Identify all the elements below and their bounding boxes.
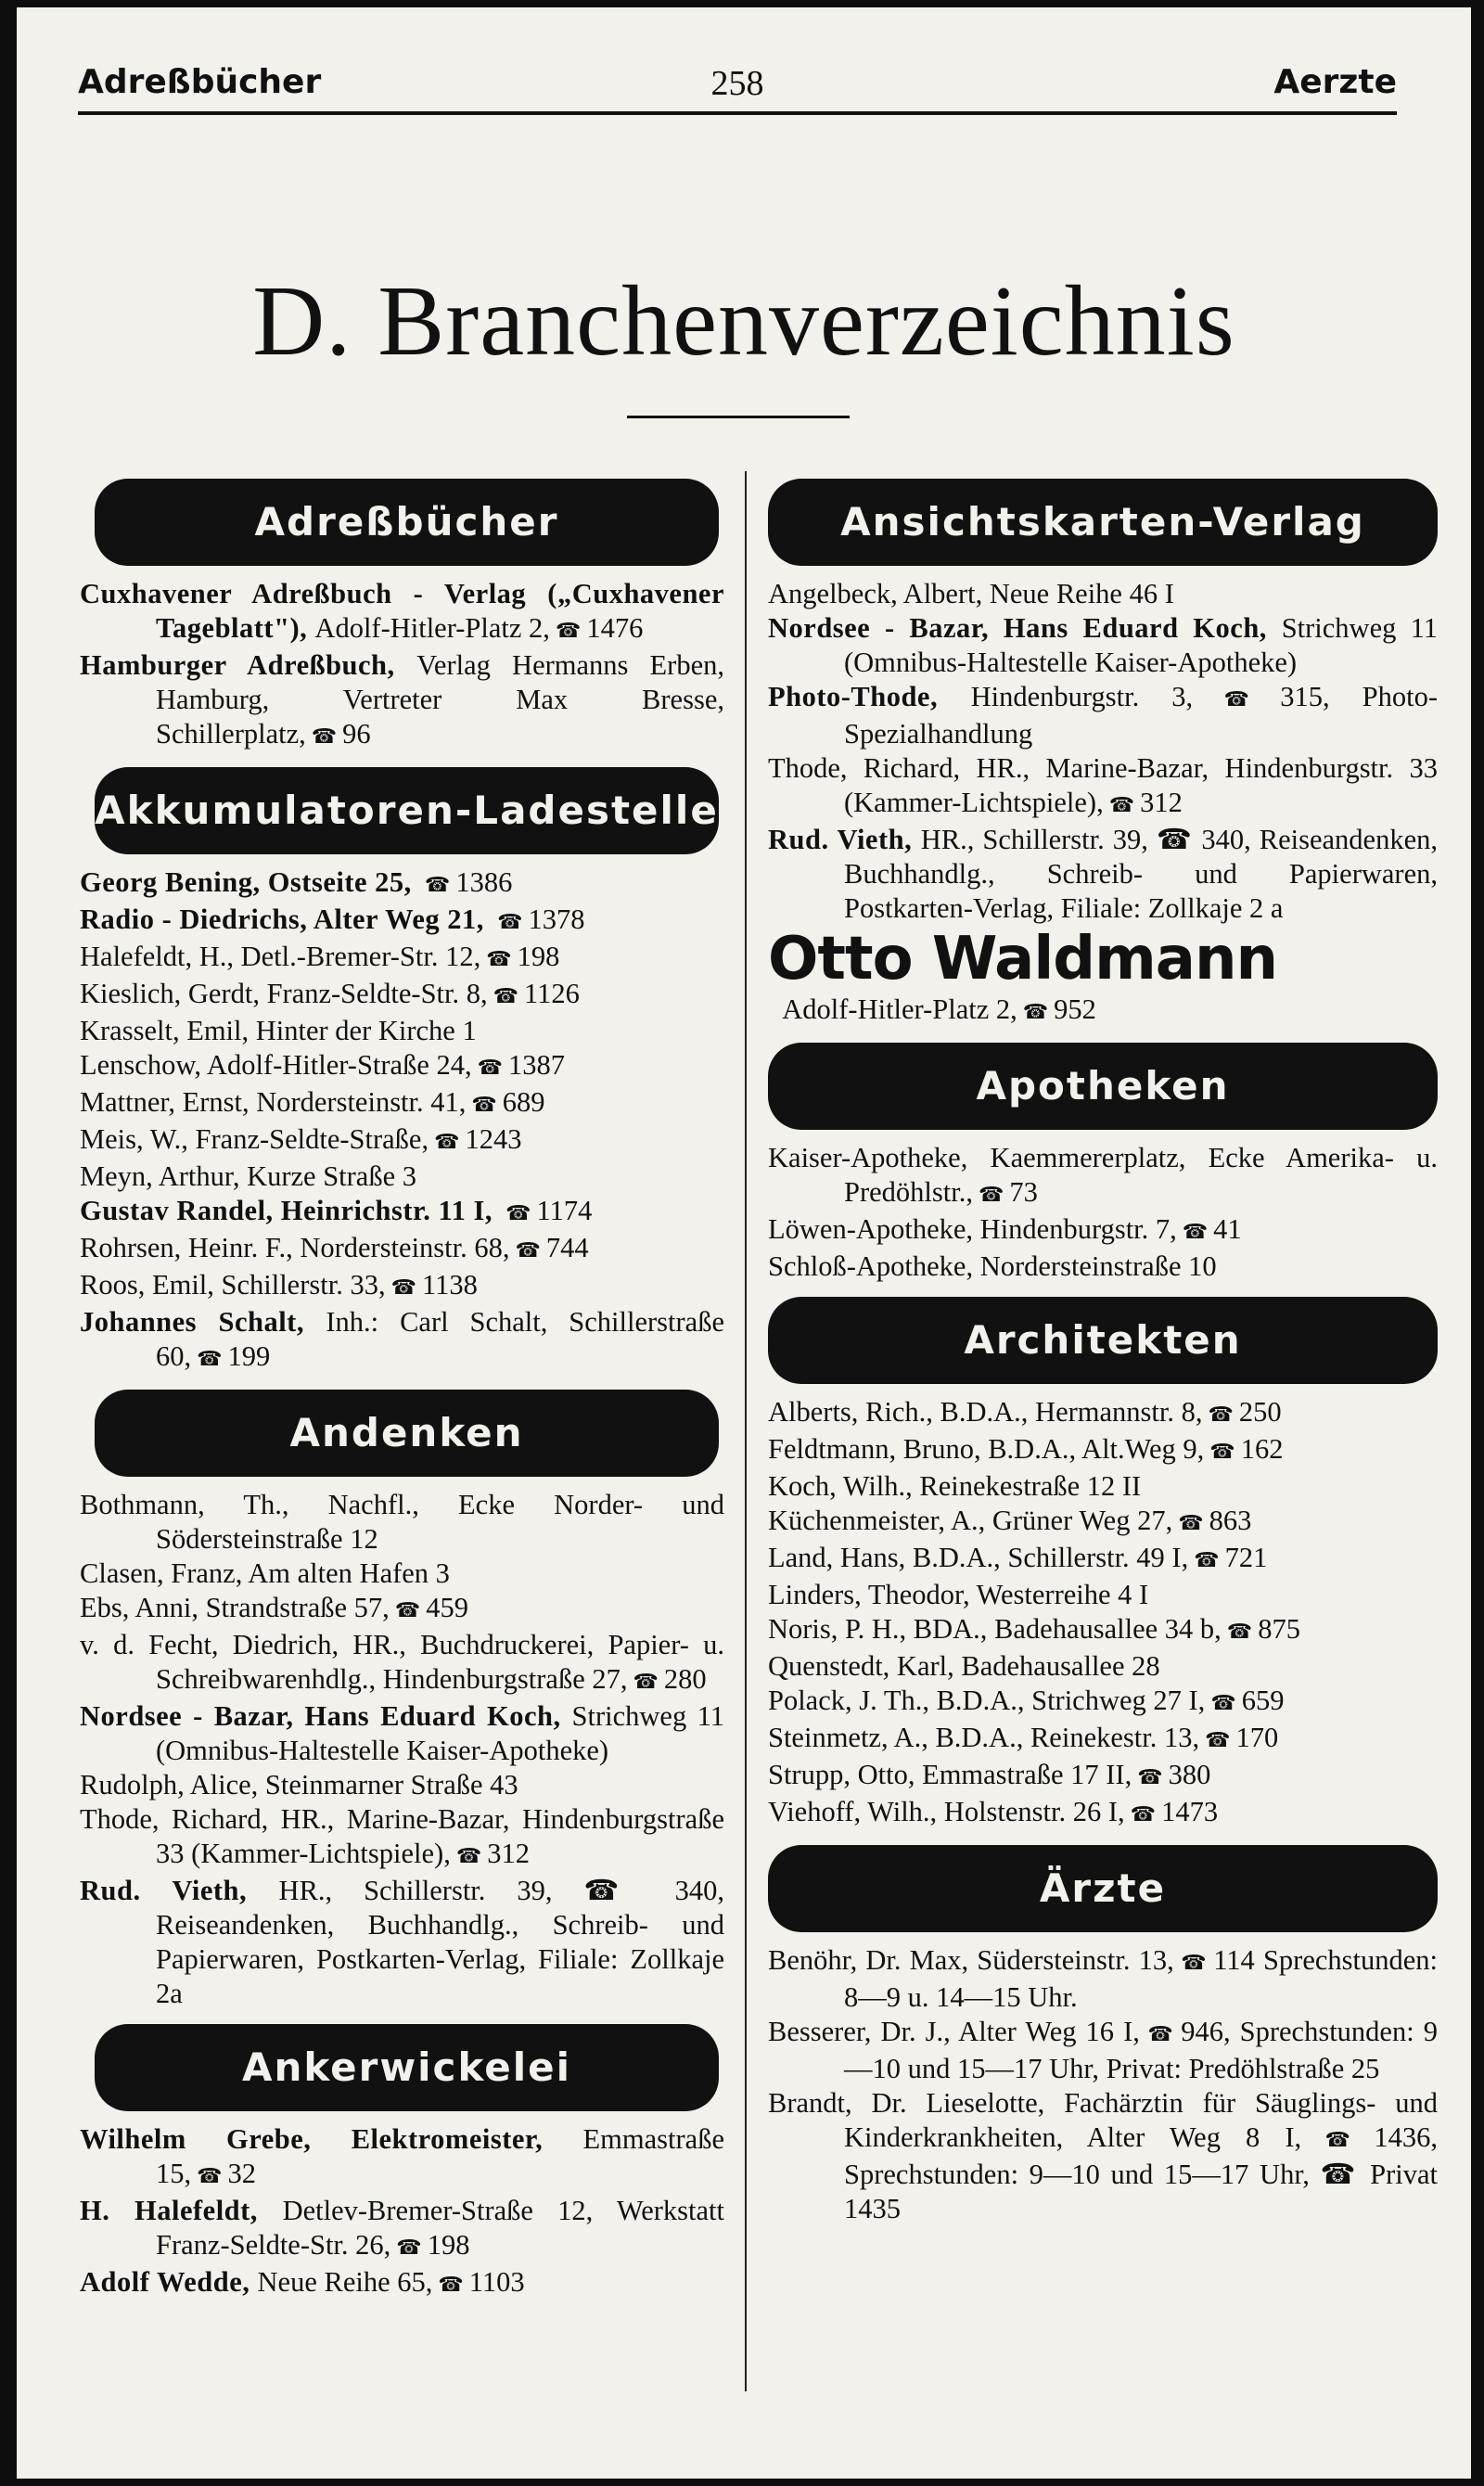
section-spacer <box>80 754 724 767</box>
entry-text: Neue Reihe 65, <box>257 2266 433 2298</box>
list-item <box>80 1591 724 1628</box>
entry-text: HR., Schillerstr. 39, ☎ 340, Reiseandenken, Buchhandlg., Schreib- und Papierwaren, Postkarten-Verlag, Filiale: Zollkaje 2a <box>156 1875 724 2009</box>
list-item <box>768 1578 1438 1612</box>
telephone-hand-icon: ☎ <box>1179 1952 1209 1975</box>
list-item <box>80 977 724 1014</box>
section-spacer <box>80 2302 724 2315</box>
entry-phone: 1476 <box>586 612 644 644</box>
entry-text: Emmastraße 15, <box>156 2123 724 2189</box>
right-column <box>768 479 1438 2239</box>
entry-text: Kieslich, Gerdt, Franz-Seldte-Str. 8, <box>80 978 488 1009</box>
section-heading: Ansichtskarten-Verlag <box>768 479 1438 566</box>
telephone-hand-icon: ☎ <box>1209 1441 1235 1464</box>
telephone-hand-icon: ☎ <box>1178 1512 1204 1535</box>
directory-page <box>17 7 1471 2479</box>
list-item <box>80 1085 724 1122</box>
telephone-hand-icon: ☎ <box>1145 2023 1176 2046</box>
telephone-hand-icon: ☎ <box>396 2236 422 2260</box>
telephone-hand-icon: ☎ <box>197 2165 223 2188</box>
entry-phone: 744 <box>545 1232 589 1263</box>
list-item <box>768 2015 1438 2086</box>
entry-name: Radio - Diedrichs, Alter Weg 21, <box>80 903 493 935</box>
list-item <box>80 1268 724 1305</box>
entry-text: Inh.: Carl Schalt, Schillerstraße 60, <box>156 1306 725 1372</box>
list-item <box>768 1649 1438 1684</box>
advertisement-name: Otto Waldmann <box>768 925 1278 993</box>
list-item <box>768 1795 1438 1832</box>
entry-phone: 1243 <box>465 1123 522 1155</box>
entry-name: Nordsee - Bazar, Hans Eduard Koch, <box>80 1700 572 1732</box>
list-item <box>768 1721 1438 1758</box>
telephone-hand-icon: ☎ <box>515 1239 541 1262</box>
entry-text: Strichweg 11 (Omnibus-Haltestelle Kaiser-Apotheke) <box>156 1700 724 1766</box>
telephone-hand-icon: ☎ <box>390 1276 416 1300</box>
entry-phone: 1387 <box>508 1049 566 1081</box>
entry-text: Lenschow, Adolf-Hitler-Straße 24, <box>80 1049 472 1081</box>
page-title: D. Branchenverzeichnis <box>252 266 1235 377</box>
list-item <box>768 1432 1438 1469</box>
entry-text: Koch, Wilh., Reinekestraße 12 II <box>768 1470 1142 1502</box>
header-section-right: Aerzte <box>1273 63 1397 101</box>
section-heading: Ärzte <box>768 1845 1438 1932</box>
left-column <box>80 479 724 2315</box>
title-rule <box>627 416 850 418</box>
telephone-hand-icon: ☎ <box>471 1094 497 1117</box>
list-item <box>80 1628 724 1699</box>
list-item <box>768 1249 1438 1284</box>
telephone-hand-icon: ☎ <box>1130 1803 1157 1826</box>
entry-phone: 659 <box>1241 1685 1285 1716</box>
telephone-hand-icon: ☎ <box>1194 1549 1220 1572</box>
entry-text: Hindenburgstr. 3, <box>970 681 1194 712</box>
telephone-hand-icon: ☎ <box>1208 1403 1234 1427</box>
telephone-hand-icon: ☎ <box>434 1131 460 1154</box>
entry-text: HR., Schillerstr. 39, ☎ 340, Reiseandenken, Buchhandlg., Schreib- und Papierwaren, Postkarten-Verlag, Filiale: Zollkaje 2 a <box>844 824 1438 924</box>
telephone-hand-icon: ☎ <box>1137 1766 1163 1789</box>
list-item <box>768 1395 1438 1432</box>
telephone-hand-icon: ☎ <box>555 620 582 643</box>
entry-text: Besserer, Dr. J., Alter Weg 16 I, <box>768 2016 1140 2047</box>
entry-name: Johannes Schalt, <box>80 1306 326 1338</box>
entry-phone: 1378 <box>528 903 585 935</box>
entry-phone: 721 <box>1224 1542 1268 1573</box>
section-heading: Andenken <box>95 1390 719 1477</box>
entry-text: Verlag Hermanns Erben, Hamburg, Vertreter Max Bresse, Schillerplatz, <box>156 649 724 750</box>
running-head <box>78 63 1397 115</box>
entry-text: Polack, J. Th., B.D.A., Strichweg 27 I, <box>768 1685 1206 1716</box>
entry-phone: 280 <box>663 1663 707 1695</box>
list-item <box>80 1014 724 1048</box>
advertisement-address <box>768 993 1438 1030</box>
entry-name: Rud. Vieth, <box>768 824 921 855</box>
entry-text: Roos, Emil, Schillerstr. 33, <box>80 1269 386 1301</box>
entry-phone: 380 <box>1168 1759 1211 1790</box>
entry-name: Hamburger Adreßbuch, <box>80 649 417 681</box>
telephone-hand-icon: ☎ <box>1210 1692 1236 1715</box>
list-item <box>80 1699 724 1768</box>
header-section-left: Adreßbücher <box>78 63 322 101</box>
entry-text: Thode, Richard, HR., Marine-Bazar, Hindenburgstr. 33 (Kammer-Lichtspiele), <box>768 752 1438 818</box>
entry-text: Adolf-Hitler-Platz 2, <box>768 993 1017 1025</box>
list-item <box>768 1469 1438 1504</box>
list-item <box>768 1504 1438 1541</box>
section-heading: Akkumulatoren-Ladestelle <box>95 767 719 854</box>
entry-text: Land, Hans, B.D.A., Schillerstr. 49 I, <box>768 1542 1189 1573</box>
telephone-hand-icon: ☎ <box>633 1671 659 1694</box>
list-item <box>80 940 724 977</box>
list-item <box>80 865 724 903</box>
entry-name: Rud. Vieth, <box>80 1875 279 1906</box>
list-item <box>768 1612 1438 1649</box>
telephone-hand-icon: ☎ <box>1182 1221 1209 1244</box>
list-item <box>80 1194 724 1231</box>
entry-phone: 1138 <box>421 1269 478 1301</box>
entry-phone: 199 <box>227 1340 271 1372</box>
list-item <box>80 1122 724 1160</box>
list-item <box>80 1874 724 2011</box>
telephone-hand-icon: ☎ <box>486 948 512 971</box>
telephone-hand-icon: ☎ <box>505 1202 531 1225</box>
section-heading: Ankerwickelei <box>95 2024 719 2111</box>
entry-phone: 96 <box>342 718 371 750</box>
telephone-hand-icon: ☎ <box>1198 688 1275 711</box>
telephone-hand-icon: ☎ <box>477 1057 504 1080</box>
entry-text: Rudolph, Alice, Steinmarner Straße 43 <box>80 1769 518 1800</box>
section-spacer <box>80 1377 724 1390</box>
entry-name: H. Halefeldt, <box>80 2195 283 2226</box>
entry-text: Brandt, Dr. Lieselotte, Fachärztin für Säuglings- und Kinderkrankheiten, Alter Weg 8 I, <box>768 2087 1438 2153</box>
telephone-hand-icon: ☎ <box>497 911 523 934</box>
list-item <box>768 1141 1438 1212</box>
page-number: 258 <box>710 64 764 103</box>
list-item <box>768 1212 1438 1249</box>
entry-text: Alberts, Rich., B.D.A., Hermannstr. 8, <box>768 1396 1203 1428</box>
entry-text: Mattner, Ernst, Nordersteinstr. 41, <box>80 1086 467 1118</box>
entry-phone: 312 <box>487 1838 530 1869</box>
entry-text: Steinmetz, A., B.D.A., Reinekestr. 13, <box>768 1722 1200 1753</box>
list-item <box>768 1684 1438 1721</box>
entry-name: Nordsee - Bazar, Hans Eduard Koch, <box>768 612 1282 644</box>
entry-phone: 952 <box>1054 993 1096 1025</box>
entry-phone: 1103 <box>468 2266 525 2298</box>
list-item <box>80 1557 724 1591</box>
section-heading: Architekten <box>768 1297 1438 1384</box>
section-spacer <box>80 2011 724 2024</box>
list-item <box>80 1305 724 1377</box>
list-item <box>80 1231 724 1268</box>
entry-text: v. d. Fecht, Diedrich, HR., Buchdruckerei, Papier- u. Schreibwarenhdlg., Hindenburgstraße 27, <box>80 1629 724 1695</box>
entry-name: Photo-Thode, <box>768 681 971 712</box>
list-item <box>768 1541 1438 1578</box>
entry-text: Clasen, Franz, Am alten Hafen 3 <box>80 1557 450 1589</box>
list-item <box>80 577 724 648</box>
list-item <box>768 1943 1438 2015</box>
entry-text: Noris, P. H., BDA., Badehausallee 34 b, <box>768 1613 1222 1645</box>
entry-phone: 1126 <box>524 978 580 1009</box>
section-spacer <box>768 1030 1438 1043</box>
telephone-hand-icon: ☎ <box>978 1184 1004 1207</box>
entry-phone: 312 <box>1140 787 1183 818</box>
list-item <box>80 2122 724 2194</box>
telephone-hand-icon: ☎ <box>1108 794 1135 817</box>
entry-text: Kaiser-Apotheke, Kaemmererplatz, Ecke Amerika- u. Predöhlstr., <box>768 1142 1438 1208</box>
entry-phone: 198 <box>427 2229 470 2261</box>
entry-text: Bothmann, Th., Nachfl., Ecke Norder- und Södersteinstraße 12 <box>80 1489 724 1555</box>
telephone-hand-icon: ☎ <box>1205 1729 1231 1752</box>
telephone-hand-icon: ☎ <box>394 1599 421 1622</box>
entry-text: Detlev-Bremer-Straße 12, Werkstatt Franz-Seldte-Str. 26, <box>156 2195 724 2261</box>
entry-name: Adolf Wedde, <box>80 2266 258 2298</box>
list-item <box>80 1802 724 1874</box>
entry-name: Wilhelm Grebe, Elektromeister, <box>80 2123 583 2155</box>
section-spacer <box>768 1284 1438 1297</box>
entry-text: Linders, Theodor, Westerreihe 4 I <box>768 1579 1149 1610</box>
entry-text: Feldtmann, Bruno, B.D.A., Alt.Weg 9, <box>768 1433 1205 1465</box>
entry-phone: 32 <box>227 2158 257 2189</box>
telephone-hand-icon: ☎ <box>197 1348 223 1371</box>
list-item <box>768 751 1438 823</box>
section-spacer <box>768 2226 1438 2239</box>
entry-phone: 162 <box>1240 1433 1284 1465</box>
entry-phone: 73 <box>1009 1176 1038 1208</box>
list-item <box>80 648 724 754</box>
list-item <box>80 903 724 940</box>
entry-text: Ebs, Anni, Strandstraße 57, <box>80 1592 390 1623</box>
entry-text: Thode, Richard, HR., Marine-Bazar, Hindenburgstraße 33 (Kammer-Lichtspiele), <box>80 1803 724 1869</box>
list-item <box>80 1488 724 1557</box>
list-item <box>80 1768 724 1802</box>
entry-text: Benöhr, Dr. Max, Südersteinstr. 13, <box>768 1944 1174 1976</box>
entry-text: Meis, W., Franz-Seldte-Straße, <box>80 1123 429 1155</box>
list-item <box>768 611 1438 680</box>
entry-phone: 1473 <box>1161 1796 1219 1827</box>
entry-text: Strupp, Otto, Emmastraße 17 II, <box>768 1759 1132 1790</box>
list-item <box>80 2194 724 2265</box>
telephone-hand-icon: ☎ <box>1022 1001 1049 1024</box>
section-heading: Apotheken <box>768 1043 1438 1130</box>
list-item <box>768 1758 1438 1795</box>
telephone-hand-icon: ☎ <box>438 2274 464 2297</box>
list-item <box>768 577 1438 611</box>
entry-phone: 170 <box>1235 1722 1279 1753</box>
entry-phone: 875 <box>1258 1613 1300 1645</box>
telephone-hand-icon: ☎ <box>311 725 338 749</box>
entry-phone: 1174 <box>536 1195 593 1226</box>
entry-phone: 114 Sprechstunden: 8—9 u. 14—15 Uhr. <box>844 1944 1438 2013</box>
entry-phone: 689 <box>502 1086 545 1118</box>
telephone-hand-icon: ☎ <box>424 874 451 897</box>
telephone-hand-icon: ☎ <box>1307 2129 1369 2152</box>
entry-text: Halefeldt, H., Detl.-Bremer-Str. 12, <box>80 941 481 972</box>
entry-phone: 1386 <box>455 866 513 898</box>
entry-text: Angelbeck, Albert, Neue Reihe 46 I <box>768 578 1174 609</box>
entry-text: Strichweg 11 (Omnibus-Haltestelle Kaiser-Apotheke) <box>844 612 1438 678</box>
entry-phone: 946, Sprechstunden: 9—10 und 15—17 Uhr, Privat: Predöhlstraße 25 <box>844 2016 1438 2084</box>
entry-name: Georg Bening, Ostseite 25, <box>80 866 419 898</box>
entry-phone: 41 <box>1213 1213 1242 1245</box>
entry-text: Adolf-Hitler-Platz 2, <box>314 612 550 644</box>
entry-phone: 198 <box>517 941 560 972</box>
entry-text: Viehoff, Wilh., Holstenstr. 26 I, <box>768 1796 1125 1827</box>
list-item <box>80 2265 724 2302</box>
section-heading: Adreßbücher <box>95 479 719 566</box>
entry-phone: 315, Photo-Spezialhandlung <box>844 681 1439 750</box>
list-item <box>768 823 1438 926</box>
entry-text: Küchenmeister, A., Grüner Weg 27, <box>768 1505 1173 1536</box>
entry-name: Cuxhavener Adreßbuch - Verlag („Cuxhavener Tageblatt"), <box>80 578 724 644</box>
telephone-hand-icon: ☎ <box>1226 1621 1253 1644</box>
telephone-hand-icon: ☎ <box>455 1845 482 1868</box>
list-item <box>80 1160 724 1194</box>
entry-text: Löwen-Apotheke, Hindenburgstr. 7, <box>768 1213 1177 1245</box>
entry-phone: 1436, Sprechstunden: 9—10 und 15—17 Uhr, ☎ Privat 1435 <box>844 2121 1438 2224</box>
column-divider <box>745 471 747 2391</box>
list-item <box>768 680 1438 751</box>
entry-text: Quenstedt, Karl, Badehausallee 28 <box>768 1650 1160 1682</box>
list-item <box>80 1048 724 1085</box>
entry-text: Rohrsen, Heinr. F., Nordersteinstr. 68, <box>80 1232 510 1263</box>
entry-name: Gustav Randel, Heinrichstr. 11 I, <box>80 1195 501 1226</box>
section-spacer <box>768 1832 1438 1845</box>
list-item <box>768 2086 1438 2226</box>
entry-phone: 459 <box>426 1592 468 1623</box>
entry-text: Schloß-Apotheke, Nordersteinstraße 10 <box>768 1250 1217 1282</box>
entry-phone: 863 <box>1209 1505 1252 1536</box>
entry-text: Meyn, Arthur, Kurze Straße 3 <box>80 1160 416 1192</box>
telephone-hand-icon: ☎ <box>493 985 519 1008</box>
entry-text: Krasselt, Emil, Hinter der Kirche 1 <box>80 1015 477 1046</box>
entry-phone: 250 <box>1238 1396 1282 1428</box>
